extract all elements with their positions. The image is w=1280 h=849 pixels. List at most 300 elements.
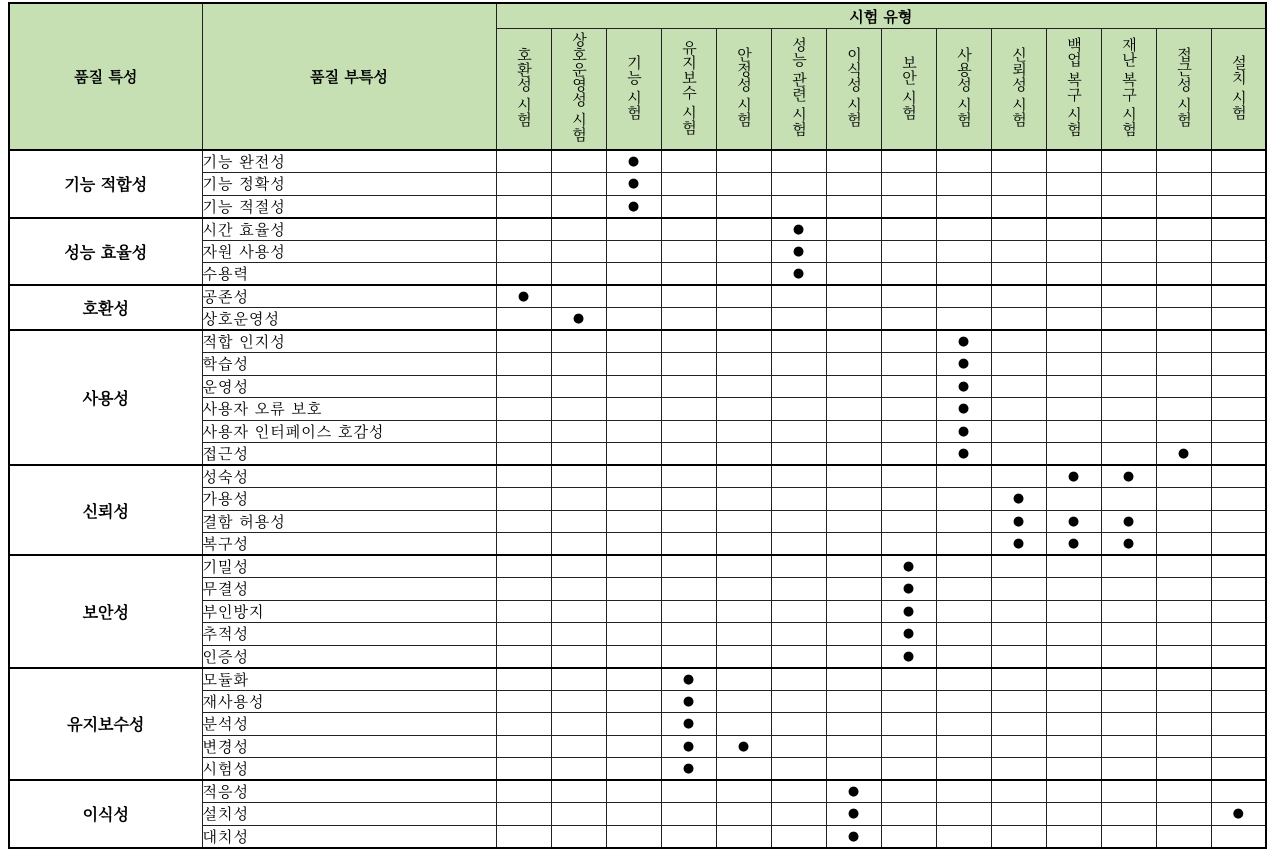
matrix-cell xyxy=(1046,533,1101,556)
matrix-cell xyxy=(936,780,991,803)
matrix-cell xyxy=(826,600,881,623)
matrix-cell xyxy=(551,555,606,578)
matrix-cell xyxy=(716,150,771,173)
matrix-cell xyxy=(991,780,1046,803)
matrix-cell xyxy=(496,488,551,511)
matrix-cell xyxy=(1046,735,1101,758)
matrix-cell xyxy=(991,713,1046,736)
matrix-cell xyxy=(716,240,771,263)
matrix-cell xyxy=(1101,690,1156,713)
matrix-cell xyxy=(606,375,661,398)
matrix-cell xyxy=(1156,420,1211,443)
applicable-mark: ● xyxy=(847,828,860,844)
quality-sub-characteristic-cell: 재사용성 xyxy=(202,690,496,713)
matrix-cell xyxy=(1101,420,1156,443)
matrix-cell xyxy=(496,803,551,826)
matrix-cell xyxy=(771,488,826,511)
matrix-cell xyxy=(1211,555,1266,578)
matrix-cell xyxy=(1211,488,1266,511)
matrix-cell xyxy=(661,375,716,398)
matrix-cell xyxy=(936,375,991,398)
applicable-mark: ● xyxy=(792,266,805,281)
matrix-cell xyxy=(826,668,881,691)
matrix-cell xyxy=(936,668,991,691)
matrix-cell xyxy=(606,263,661,286)
matrix-cell xyxy=(771,668,826,691)
matrix-cell xyxy=(1211,623,1266,646)
matrix-cell xyxy=(936,623,991,646)
matrix-cell xyxy=(496,150,551,173)
matrix-row xyxy=(9,668,1266,691)
matrix-cell xyxy=(716,668,771,691)
matrix-cell xyxy=(1046,195,1101,218)
quality-sub-characteristic-cell: 학습성 xyxy=(202,353,496,376)
matrix-cell xyxy=(661,263,716,286)
matrix-cell xyxy=(881,780,936,803)
matrix-cell xyxy=(991,465,1046,488)
matrix-cell xyxy=(826,420,881,443)
applicable-mark: ● xyxy=(682,716,695,732)
applicable-mark: ● xyxy=(902,648,915,664)
matrix-cell xyxy=(881,713,936,736)
matrix-cell xyxy=(881,645,936,668)
applicable-mark: ● xyxy=(902,626,915,642)
matrix-cell xyxy=(1046,240,1101,263)
matrix-cell xyxy=(826,735,881,758)
matrix-cell xyxy=(716,465,771,488)
matrix-cell xyxy=(826,825,881,848)
matrix-cell xyxy=(826,173,881,196)
matrix-cell xyxy=(661,330,716,353)
matrix-cell xyxy=(1156,330,1211,353)
applicable-mark: ● xyxy=(792,243,805,259)
matrix-cell xyxy=(1101,285,1156,308)
matrix-row xyxy=(9,555,1266,578)
matrix-cell xyxy=(1101,218,1156,241)
matrix-cell xyxy=(716,623,771,646)
matrix-cell xyxy=(716,195,771,218)
matrix-cell xyxy=(661,668,716,691)
matrix-cell xyxy=(936,713,991,736)
matrix-cell xyxy=(1211,758,1266,781)
matrix-cell xyxy=(881,375,936,398)
matrix-cell xyxy=(606,173,661,196)
quality-sub-characteristic-cell: 성숙성 xyxy=(202,465,496,488)
matrix-cell xyxy=(1101,780,1156,803)
matrix-cell xyxy=(496,825,551,848)
applicable-mark: ● xyxy=(1122,469,1135,484)
matrix-cell xyxy=(1101,600,1156,623)
matrix-cell xyxy=(1156,488,1211,511)
matrix-cell xyxy=(881,353,936,376)
matrix-cell xyxy=(1211,420,1266,443)
matrix-cell xyxy=(716,825,771,848)
matrix-cell xyxy=(826,510,881,533)
matrix-cell xyxy=(606,825,661,848)
matrix-cell xyxy=(496,443,551,466)
applicable-mark: ● xyxy=(737,738,750,754)
matrix-cell xyxy=(1046,330,1101,353)
matrix-cell xyxy=(716,398,771,421)
matrix-cell xyxy=(991,240,1046,263)
quality-sub-characteristic-cell: 모듈화 xyxy=(202,668,496,691)
matrix-cell xyxy=(936,330,991,353)
matrix-cell xyxy=(991,375,1046,398)
matrix-cell xyxy=(771,420,826,443)
matrix-cell xyxy=(1211,690,1266,713)
matrix-cell xyxy=(606,510,661,533)
matrix-cell xyxy=(1156,150,1211,173)
matrix-cell xyxy=(551,578,606,601)
matrix-cell xyxy=(771,173,826,196)
matrix-cell xyxy=(551,713,606,736)
matrix-cell xyxy=(826,285,881,308)
matrix-cell xyxy=(1156,240,1211,263)
matrix-cell xyxy=(936,398,991,421)
matrix-cell xyxy=(771,443,826,466)
matrix-cell xyxy=(496,758,551,781)
quality-sub-characteristic-cell: 기밀성 xyxy=(202,555,496,578)
test-type-column-header xyxy=(991,29,1046,151)
matrix-cell xyxy=(551,398,606,421)
matrix-cell xyxy=(1156,803,1211,826)
matrix-cell xyxy=(606,713,661,736)
applicable-mark: ● xyxy=(847,784,860,799)
matrix-cell xyxy=(1101,510,1156,533)
matrix-cell xyxy=(1156,668,1211,691)
matrix-cell xyxy=(936,555,991,578)
matrix-cell xyxy=(661,195,716,218)
matrix-cell xyxy=(716,645,771,668)
quality-test-matrix-container xyxy=(8,2,1267,849)
matrix-cell xyxy=(1046,488,1101,511)
quality-sub-characteristic-cell: 사용자 오류 보호 xyxy=(202,398,496,421)
matrix-cell xyxy=(661,690,716,713)
matrix-cell xyxy=(881,825,936,848)
matrix-cell xyxy=(716,803,771,826)
matrix-cell xyxy=(1101,150,1156,173)
matrix-cell xyxy=(496,263,551,286)
matrix-cell xyxy=(551,780,606,803)
quality-sub-characteristic-cell: 대치성 xyxy=(202,825,496,848)
matrix-cell xyxy=(991,443,1046,466)
quality-sub-characteristic-cell: 부인방지 xyxy=(202,600,496,623)
test-type-column-header xyxy=(1156,29,1211,151)
matrix-cell xyxy=(881,690,936,713)
matrix-cell xyxy=(606,600,661,623)
matrix-cell xyxy=(771,240,826,263)
matrix-cell xyxy=(826,308,881,331)
matrix-cell xyxy=(826,398,881,421)
matrix-row xyxy=(9,780,1266,803)
matrix-cell xyxy=(496,713,551,736)
matrix-cell xyxy=(716,330,771,353)
matrix-cell xyxy=(881,398,936,421)
matrix-cell xyxy=(1211,353,1266,376)
matrix-cell xyxy=(1046,308,1101,331)
matrix-cell xyxy=(716,533,771,556)
matrix-cell xyxy=(1156,713,1211,736)
matrix-cell xyxy=(881,308,936,331)
matrix-cell xyxy=(551,195,606,218)
matrix-cell xyxy=(661,600,716,623)
matrix-cell xyxy=(1101,555,1156,578)
matrix-cell xyxy=(606,668,661,691)
matrix-cell xyxy=(1156,623,1211,646)
matrix-cell xyxy=(881,758,936,781)
matrix-cell xyxy=(826,555,881,578)
matrix-cell xyxy=(1046,218,1101,241)
matrix-cell xyxy=(936,308,991,331)
matrix-cell xyxy=(1156,780,1211,803)
matrix-cell xyxy=(661,285,716,308)
matrix-cell xyxy=(1156,308,1211,331)
quality-sub-characteristic-cell: 설치성 xyxy=(202,803,496,826)
matrix-cell xyxy=(551,240,606,263)
matrix-cell xyxy=(496,510,551,533)
matrix-cell xyxy=(716,443,771,466)
matrix-cell xyxy=(551,533,606,556)
matrix-cell xyxy=(771,285,826,308)
matrix-cell xyxy=(606,308,661,331)
matrix-cell xyxy=(551,803,606,826)
matrix-cell xyxy=(771,398,826,421)
matrix-cell xyxy=(496,668,551,691)
matrix-cell xyxy=(606,758,661,781)
applicable-mark: ● xyxy=(957,401,970,417)
matrix-cell xyxy=(881,803,936,826)
matrix-cell xyxy=(716,218,771,241)
matrix-cell xyxy=(551,668,606,691)
matrix-cell xyxy=(1156,218,1211,241)
matrix-cell xyxy=(771,803,826,826)
test-type-column-header xyxy=(496,29,551,151)
matrix-cell xyxy=(551,488,606,511)
matrix-cell xyxy=(551,218,606,241)
applicable-mark: ● xyxy=(682,738,695,754)
matrix-cell xyxy=(606,443,661,466)
matrix-cell xyxy=(551,150,606,173)
matrix-cell xyxy=(1046,510,1101,533)
matrix-cell xyxy=(496,398,551,421)
matrix-cell xyxy=(1211,600,1266,623)
matrix-row xyxy=(9,330,1266,353)
matrix-cell xyxy=(1156,263,1211,286)
matrix-cell xyxy=(551,285,606,308)
matrix-cell xyxy=(496,240,551,263)
matrix-cell xyxy=(826,803,881,826)
matrix-cell xyxy=(551,330,606,353)
matrix-cell xyxy=(1156,735,1211,758)
matrix-cell xyxy=(936,578,991,601)
matrix-cell xyxy=(991,735,1046,758)
matrix-cell xyxy=(936,735,991,758)
matrix-cell xyxy=(826,443,881,466)
quality-sub-characteristic-cell: 기능 적절성 xyxy=(202,195,496,218)
matrix-cell xyxy=(881,533,936,556)
matrix-cell xyxy=(551,758,606,781)
matrix-cell xyxy=(826,690,881,713)
matrix-cell xyxy=(606,690,661,713)
quality-characteristic-cell: 기능 적합성 xyxy=(9,150,202,218)
test-type-label: 재난 복구 시험 xyxy=(1120,37,1138,137)
applicable-mark: ● xyxy=(682,761,695,776)
matrix-cell xyxy=(771,353,826,376)
matrix-cell xyxy=(936,420,991,443)
matrix-cell xyxy=(1046,690,1101,713)
matrix-cell xyxy=(551,465,606,488)
matrix-cell xyxy=(991,690,1046,713)
matrix-cell xyxy=(1046,803,1101,826)
matrix-cell xyxy=(826,465,881,488)
matrix-cell xyxy=(771,735,826,758)
matrix-cell xyxy=(606,240,661,263)
matrix-cell xyxy=(1046,668,1101,691)
matrix-cell xyxy=(661,465,716,488)
applicable-mark: ● xyxy=(957,423,970,439)
quality-characteristic-cell: 이식성 xyxy=(9,780,202,848)
matrix-cell xyxy=(606,150,661,173)
quality-sub-characteristic-cell: 적응성 xyxy=(202,780,496,803)
test-type-column-header xyxy=(1101,29,1156,151)
matrix-cell xyxy=(496,533,551,556)
matrix-cell xyxy=(1156,398,1211,421)
matrix-cell xyxy=(991,668,1046,691)
matrix-cell xyxy=(991,488,1046,511)
matrix-cell xyxy=(1156,645,1211,668)
test-type-column-header xyxy=(606,29,661,151)
matrix-cell xyxy=(881,263,936,286)
matrix-cell xyxy=(881,285,936,308)
matrix-cell xyxy=(661,825,716,848)
matrix-cell xyxy=(496,780,551,803)
matrix-cell xyxy=(496,195,551,218)
matrix-cell xyxy=(1046,623,1101,646)
matrix-cell xyxy=(1156,353,1211,376)
matrix-cell xyxy=(496,173,551,196)
matrix-cell xyxy=(606,398,661,421)
matrix-cell xyxy=(716,420,771,443)
matrix-cell xyxy=(661,218,716,241)
matrix-cell xyxy=(1156,173,1211,196)
matrix-cell xyxy=(1156,285,1211,308)
matrix-cell xyxy=(771,150,826,173)
matrix-cell xyxy=(991,600,1046,623)
matrix-cell xyxy=(1211,308,1266,331)
applicable-mark: ● xyxy=(1122,513,1135,529)
test-type-column-header xyxy=(1211,29,1266,151)
matrix-cell xyxy=(716,375,771,398)
matrix-cell xyxy=(826,150,881,173)
matrix-cell xyxy=(496,623,551,646)
matrix-cell xyxy=(771,375,826,398)
matrix-cell xyxy=(1156,555,1211,578)
matrix-cell xyxy=(771,465,826,488)
matrix-cell xyxy=(1211,780,1266,803)
matrix-cell xyxy=(881,510,936,533)
test-type-label: 설치 시험 xyxy=(1229,54,1248,120)
quality-sub-characteristic-cell: 변경성 xyxy=(202,735,496,758)
matrix-cell xyxy=(551,735,606,758)
matrix-cell xyxy=(771,330,826,353)
matrix-cell xyxy=(606,330,661,353)
applicable-mark: ● xyxy=(792,221,805,237)
matrix-cell xyxy=(771,533,826,556)
matrix-cell xyxy=(991,330,1046,353)
matrix-cell xyxy=(716,285,771,308)
matrix-cell xyxy=(551,825,606,848)
matrix-cell xyxy=(551,375,606,398)
matrix-cell xyxy=(1211,510,1266,533)
test-type-label: 성능 관련 시험 xyxy=(790,37,808,137)
matrix-cell xyxy=(661,308,716,331)
matrix-row xyxy=(9,285,1266,308)
matrix-cell xyxy=(661,803,716,826)
matrix-cell xyxy=(991,645,1046,668)
test-type-column-header xyxy=(826,29,881,151)
matrix-cell xyxy=(606,285,661,308)
matrix-cell xyxy=(1046,398,1101,421)
matrix-cell xyxy=(661,488,716,511)
quality-characteristic-cell: 보안성 xyxy=(9,555,202,668)
matrix-cell xyxy=(496,330,551,353)
matrix-cell xyxy=(991,218,1046,241)
test-type-label: 상호운영성 시험 xyxy=(570,32,588,142)
matrix-cell xyxy=(716,263,771,286)
matrix-cell xyxy=(1101,803,1156,826)
matrix-cell xyxy=(1046,353,1101,376)
matrix-cell xyxy=(1101,465,1156,488)
matrix-cell xyxy=(1211,240,1266,263)
matrix-cell xyxy=(551,510,606,533)
matrix-cell xyxy=(606,803,661,826)
matrix-cell xyxy=(771,510,826,533)
matrix-cell xyxy=(1101,398,1156,421)
matrix-cell xyxy=(1046,420,1101,443)
matrix-cell xyxy=(551,263,606,286)
applicable-mark: ● xyxy=(1177,446,1190,461)
matrix-cell xyxy=(936,263,991,286)
matrix-cell xyxy=(496,308,551,331)
matrix-cell xyxy=(771,263,826,286)
quality-sub-characteristic-cell: 운영성 xyxy=(202,375,496,398)
matrix-cell xyxy=(606,195,661,218)
test-type-label: 호환성 시험 xyxy=(515,47,533,127)
matrix-cell xyxy=(1101,443,1156,466)
matrix-cell xyxy=(716,758,771,781)
matrix-cell xyxy=(1046,780,1101,803)
matrix-cell xyxy=(881,218,936,241)
quality-sub-characteristic-cell: 접근성 xyxy=(202,443,496,466)
matrix-cell xyxy=(826,240,881,263)
matrix-cell xyxy=(551,623,606,646)
quality-sub-characteristic-cell: 사용자 인터페이스 호감성 xyxy=(202,420,496,443)
matrix-cell xyxy=(1211,533,1266,556)
matrix-cell xyxy=(661,353,716,376)
matrix-cell xyxy=(991,308,1046,331)
matrix-cell xyxy=(881,443,936,466)
matrix-cell xyxy=(1211,263,1266,286)
matrix-cell xyxy=(936,285,991,308)
matrix-cell xyxy=(1101,623,1156,646)
quality-test-matrix-table xyxy=(8,2,1267,849)
matrix-cell xyxy=(1101,578,1156,601)
matrix-cell xyxy=(881,600,936,623)
matrix-cell xyxy=(496,375,551,398)
matrix-cell xyxy=(936,195,991,218)
matrix-cell xyxy=(1211,150,1266,173)
matrix-cell xyxy=(771,555,826,578)
